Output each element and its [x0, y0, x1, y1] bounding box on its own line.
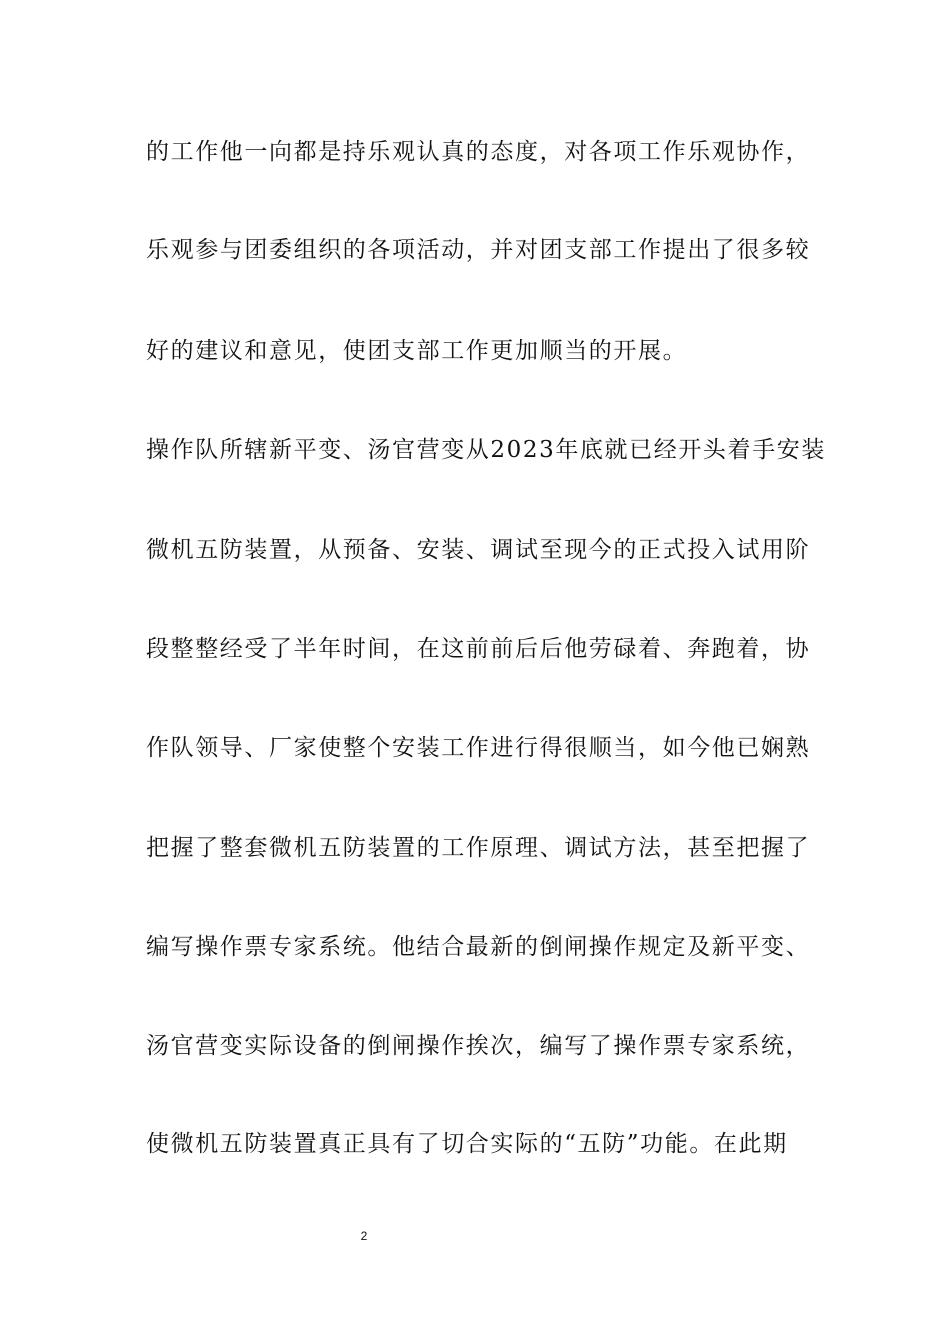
text-line-1: 的工作他一向都是持乐观认真的态度，对各项工作乐观协作，: [146, 139, 811, 165]
text-line-2: 乐观参与团委组织的各项活动，并对团支部工作提出了很多较: [146, 237, 811, 263]
text-line-6: 段整整经受了半年时间，在这前前后后他劳碌着、奔跑着，协: [146, 636, 811, 662]
text-line-5: 微机五防装置，从预备、安装、调试至现今的正式投入试用阶: [146, 537, 811, 563]
text-line-9: 编写操作票专家系统。他结合最新的倒闸操作规定及新平变、: [146, 934, 811, 960]
text-line-11: 使微机五防装置真正具有了切合实际的“五防”功能。在此期: [146, 1131, 788, 1157]
text-line-7: 作队领导、厂家使整个安装工作进行得很顺当，如今他已娴熟: [146, 735, 811, 761]
text-line-10: 汤官营变实际设备的倒闸操作挨次，编写了操作票专家系统，: [146, 1033, 811, 1059]
page-number: 2: [360, 1229, 368, 1243]
text-line-4: 操作队所辖新平变、汤官营变从2023年底就已经开头着手安装: [146, 437, 826, 463]
text-line-8: 把握了整套微机五防装置的工作原理、调试方法，甚至把握了: [146, 835, 811, 861]
text-line-3: 好的建议和意见，使团支部工作更加顺当的开展。: [146, 338, 688, 364]
